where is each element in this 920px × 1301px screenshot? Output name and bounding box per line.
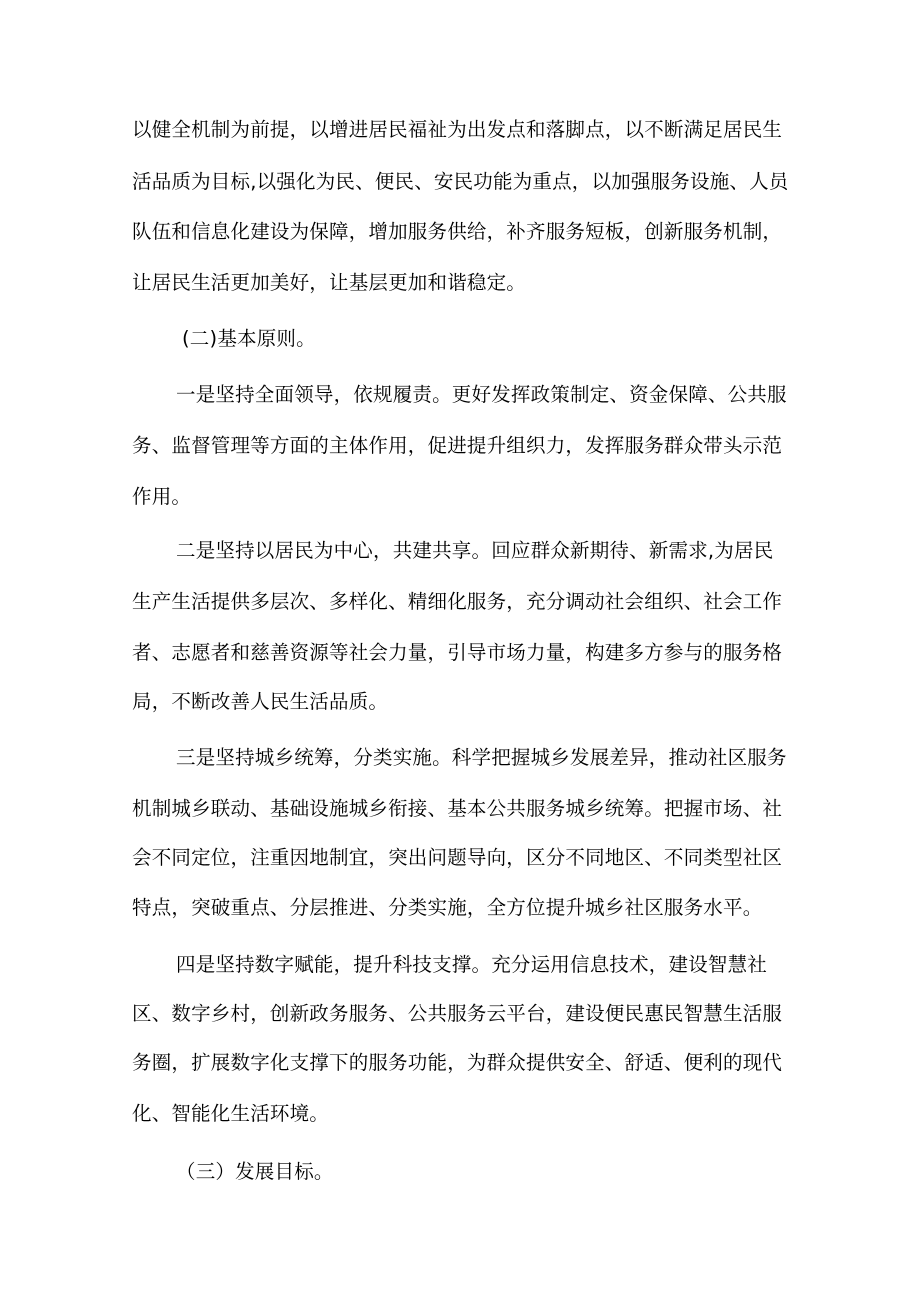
principle-2-line-2: 生产生活提供多层次、多样化、精细化服务，充分调动社会组织、社会工作	[132, 590, 783, 613]
principle-2-line-1: 二是坚持以居民为中心，共建共享。回应群众新期待、新需求,为居民	[176, 539, 774, 562]
principle-4-line-1: 四是坚持数字赋能，提升科技支撑。充分运用信息技术，建设智慧社	[176, 953, 768, 976]
principle-4-line-3: 务圈，扩展数字化支撑下的服务功能，为群众提供安全、舒适、便利的现代	[132, 1051, 783, 1074]
principle-1-line-1: 一是坚持全面领导，依规履责。更好发挥政策制定、资金保障、公共服	[176, 383, 787, 406]
principle-2-line-4: 局，不断改善人民生活品质。	[132, 690, 389, 713]
principle-3-line-2: 机制城乡联动、基础设施城乡衔接、基本公共服务城乡统筹。把握市场、社	[132, 797, 783, 820]
paragraph-intro-line-3: 队伍和信息化建设为保障，增加服务供给，补齐服务短板，创新服务机制，	[132, 220, 783, 243]
principle-1-line-3: 作用。	[132, 485, 192, 508]
paragraph-intro-line-4: 让居民生活更加美好，让基层更加和谐稳定。	[132, 271, 527, 294]
principle-3-line-3: 会不同定位，注重因地制宜，突出问题导向，区分不同地区、不同类型社区	[132, 846, 783, 869]
section-heading-goals: （三）发展目标。	[176, 1160, 334, 1183]
paragraph-intro-line-2: 活品质为目标,以强化为民、便民、安民功能为重点，以加强服务设施、人员	[132, 170, 789, 193]
principle-1-line-2: 务、监督管理等方面的主体作用，促进提升组织力，发挥服务群众带头示范	[132, 434, 783, 457]
paragraph-intro-line-1: 以健全机制为前提，以增进居民福祉为出发点和落脚点，以不断满足居民生	[132, 118, 783, 141]
principle-4-line-2: 区、数字乡村，创新政务服务、公共服务云平台，建设便民惠民智慧生活服	[132, 1002, 783, 1025]
principle-3-line-4: 特点，突破重点、分层推进、分类实施，全方位提升城乡社区服务水平。	[132, 896, 763, 919]
section-heading-principles: (二)基本原则。	[182, 327, 316, 350]
principle-4-line-4: 化、智能化生活环境。	[132, 1102, 330, 1125]
principle-2-line-3: 者、志愿者和慈善资源等社会力量，引导市场力量，构建多方参与的服务格	[132, 641, 783, 664]
principle-3-line-1: 三是坚持城乡统筹，分类实施。科学把握城乡发展差异，推动社区服务	[176, 746, 787, 769]
